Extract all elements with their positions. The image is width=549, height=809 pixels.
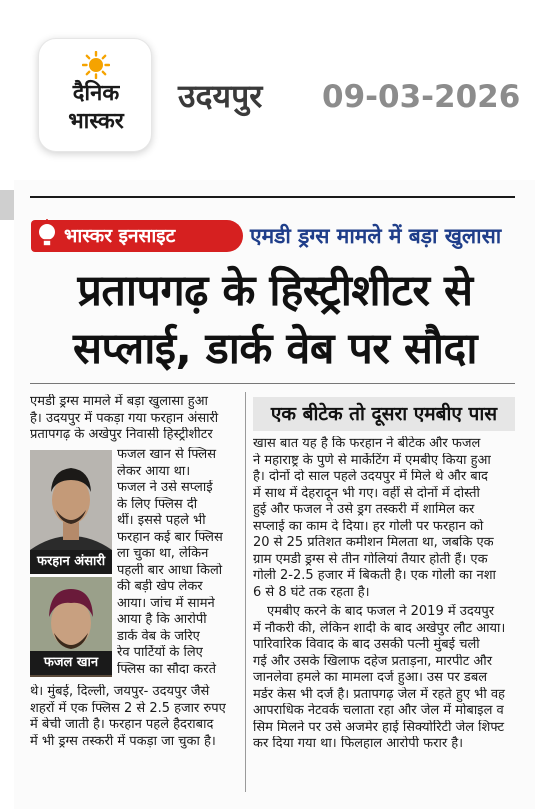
- text-line: में नौकरी की, लेकिन शादी के बाद अखेपुर लौट आया।: [253, 620, 506, 636]
- text-line: पारिवारिक विवाद के बाद उसकी पत्नी मुंबई चली: [253, 637, 480, 652]
- text-line: की बड़ी खेप लेकर: [117, 579, 203, 594]
- text-line: है। दोनों दो साल पहले उदयपुर में मिले थे और बाद: [253, 469, 488, 484]
- text-line: आया है कि आरोपी: [117, 612, 207, 627]
- text-line: एमडी ड्रग्स मामले में बड़ा खुलासा हुआ: [30, 394, 208, 409]
- column-divider: [245, 392, 246, 792]
- photo1-caption: फरहान अंसारी: [30, 550, 112, 574]
- text-line: आपराधिक नेटवर्क चलाता रहा और जेल में मोबाइल व: [253, 703, 504, 718]
- text-line: मर्डर केस भी दर्ज है। प्रतापगढ़ जेल में रहते हुए भी वह: [253, 686, 505, 702]
- logo-text-line2: भास्कर: [68, 109, 124, 134]
- text-line: आया। जांच में सामने: [117, 595, 215, 611]
- logo-text-line1: दैनिक: [72, 81, 120, 106]
- text-line: है। उदयपुर में पकड़ा गया फरहान अंसारी: [30, 410, 219, 426]
- text-line: खास बात यह है कि फरहान ने बीटेक और फजल: [253, 436, 481, 451]
- kicker-label: भास्कर इनसाइट: [64, 225, 176, 247]
- bulb-icon: [33, 219, 61, 251]
- text-line: हुई और फजल ने उसे ड्रग तस्करी में शामिल कर: [253, 502, 475, 517]
- edition-date: 09-03-2026: [322, 79, 521, 115]
- text-line: के लिए फ्लिस दी: [117, 496, 198, 512]
- top-rule: [30, 196, 515, 198]
- app-header: [0, 0, 549, 165]
- text-line: फजल खान से फ्लिस: [117, 447, 216, 462]
- text-line: प्रतापगढ़ के अखेपुर निवासी हिस्ट्रीशीटर: [30, 427, 213, 442]
- text-line: फ्लिस का सौदा करते: [117, 661, 216, 677]
- text-line: ग्राम एमडी ड्रग्स से तीन गोलियां तैयार होती हैं। एक: [253, 551, 488, 567]
- text-line: में साथ में देहरादून भी गए। वहीं से दोनों में दोस्ती: [253, 485, 480, 501]
- left-intro-text: [30, 394, 242, 444]
- right-paragraph-1: [253, 436, 517, 601]
- dainik-bhaskar-logo[interactable]: [38, 38, 152, 152]
- left-side-text: [117, 447, 245, 678]
- text-line: थीं। इससे पहले भी: [117, 513, 206, 528]
- text-line: में भी ड्रग्स तस्करी में पकड़ा जा चुका है।: [30, 733, 216, 749]
- right-paragraph-2: [253, 604, 517, 753]
- text-line: सिम मिलने पर उसे अजमेर हाई सिक्योरिटी जेल शिफ्ट: [253, 719, 505, 735]
- text-line: थे। मुंबई, दिल्ली, जयपुर- उदयपुर जैसे: [30, 684, 210, 699]
- kicker-subtitle: एमडी ड्रग्स मामले में बड़ा खुलासा: [250, 224, 502, 248]
- text-line: रेव पार्टियों के लिए: [117, 645, 203, 660]
- text-line: फजल ने उसे सप्लाई: [117, 480, 213, 495]
- text-line: में बेची जाती है। फरहान पहले हैदराबाद: [30, 717, 214, 732]
- photo2-caption: फजल खान: [30, 651, 112, 675]
- text-line: फरहान कई बार फ्लिस: [117, 529, 223, 545]
- text-line: ला चुका था, लेकिन: [117, 546, 209, 561]
- headline-line2: सप्लाई, डार्क वेब पर सौदा: [72, 324, 478, 374]
- text-line: डार्क वेब के जरिए: [117, 628, 200, 644]
- text-line: 20 से 25 प्रतिशत कमीशन मिलता था, जबकि एक: [253, 535, 494, 550]
- left-bottom-text: [30, 684, 245, 750]
- text-line: कर दिया गया था। फिलहाल आरोपी फरार है।: [253, 736, 464, 751]
- headline-rule: [30, 383, 515, 384]
- text-line: लेकर आया था।: [117, 463, 191, 479]
- text-line: एमबीए करने के बाद फजल ने 2019 में उदयपुर: [267, 604, 495, 619]
- text-line: गोली 2-2.5 हजार में बिकती है। एक गोली का नशा: [253, 568, 496, 583]
- text-line: पहली बार आधा किलो: [117, 562, 223, 578]
- text-line: सप्लाई का काम दे दिया। हर गोली पर फरहान को: [253, 518, 484, 534]
- text-line: जानलेवा हमले का मामला दर्ज हुआ। उस पर डबल: [253, 670, 488, 685]
- left-edge-marker: [0, 190, 14, 220]
- text-line: ने महाराष्ट्र के पुणे से मार्केटिंग में एमबीए किया हुआ: [253, 452, 491, 468]
- sun-logo-icon: [82, 51, 110, 79]
- headline-line1: प्रतापगढ़ के हिस्ट्रीशीटर से: [77, 266, 473, 316]
- text-line: गई और उसके खिलाफ दहेज प्रताड़ना, मारपीट और: [253, 653, 493, 669]
- edition-city: उदयपुर: [178, 77, 263, 115]
- text-line: 6 से 8 घंटे तक रहता है।: [253, 584, 370, 600]
- text-line: शहरों में एक फ्लिस 2 से 2.5 हजार रुपए: [30, 700, 226, 716]
- subheading: एक बीटेक तो दूसरा एमबीए पास: [253, 397, 515, 431]
